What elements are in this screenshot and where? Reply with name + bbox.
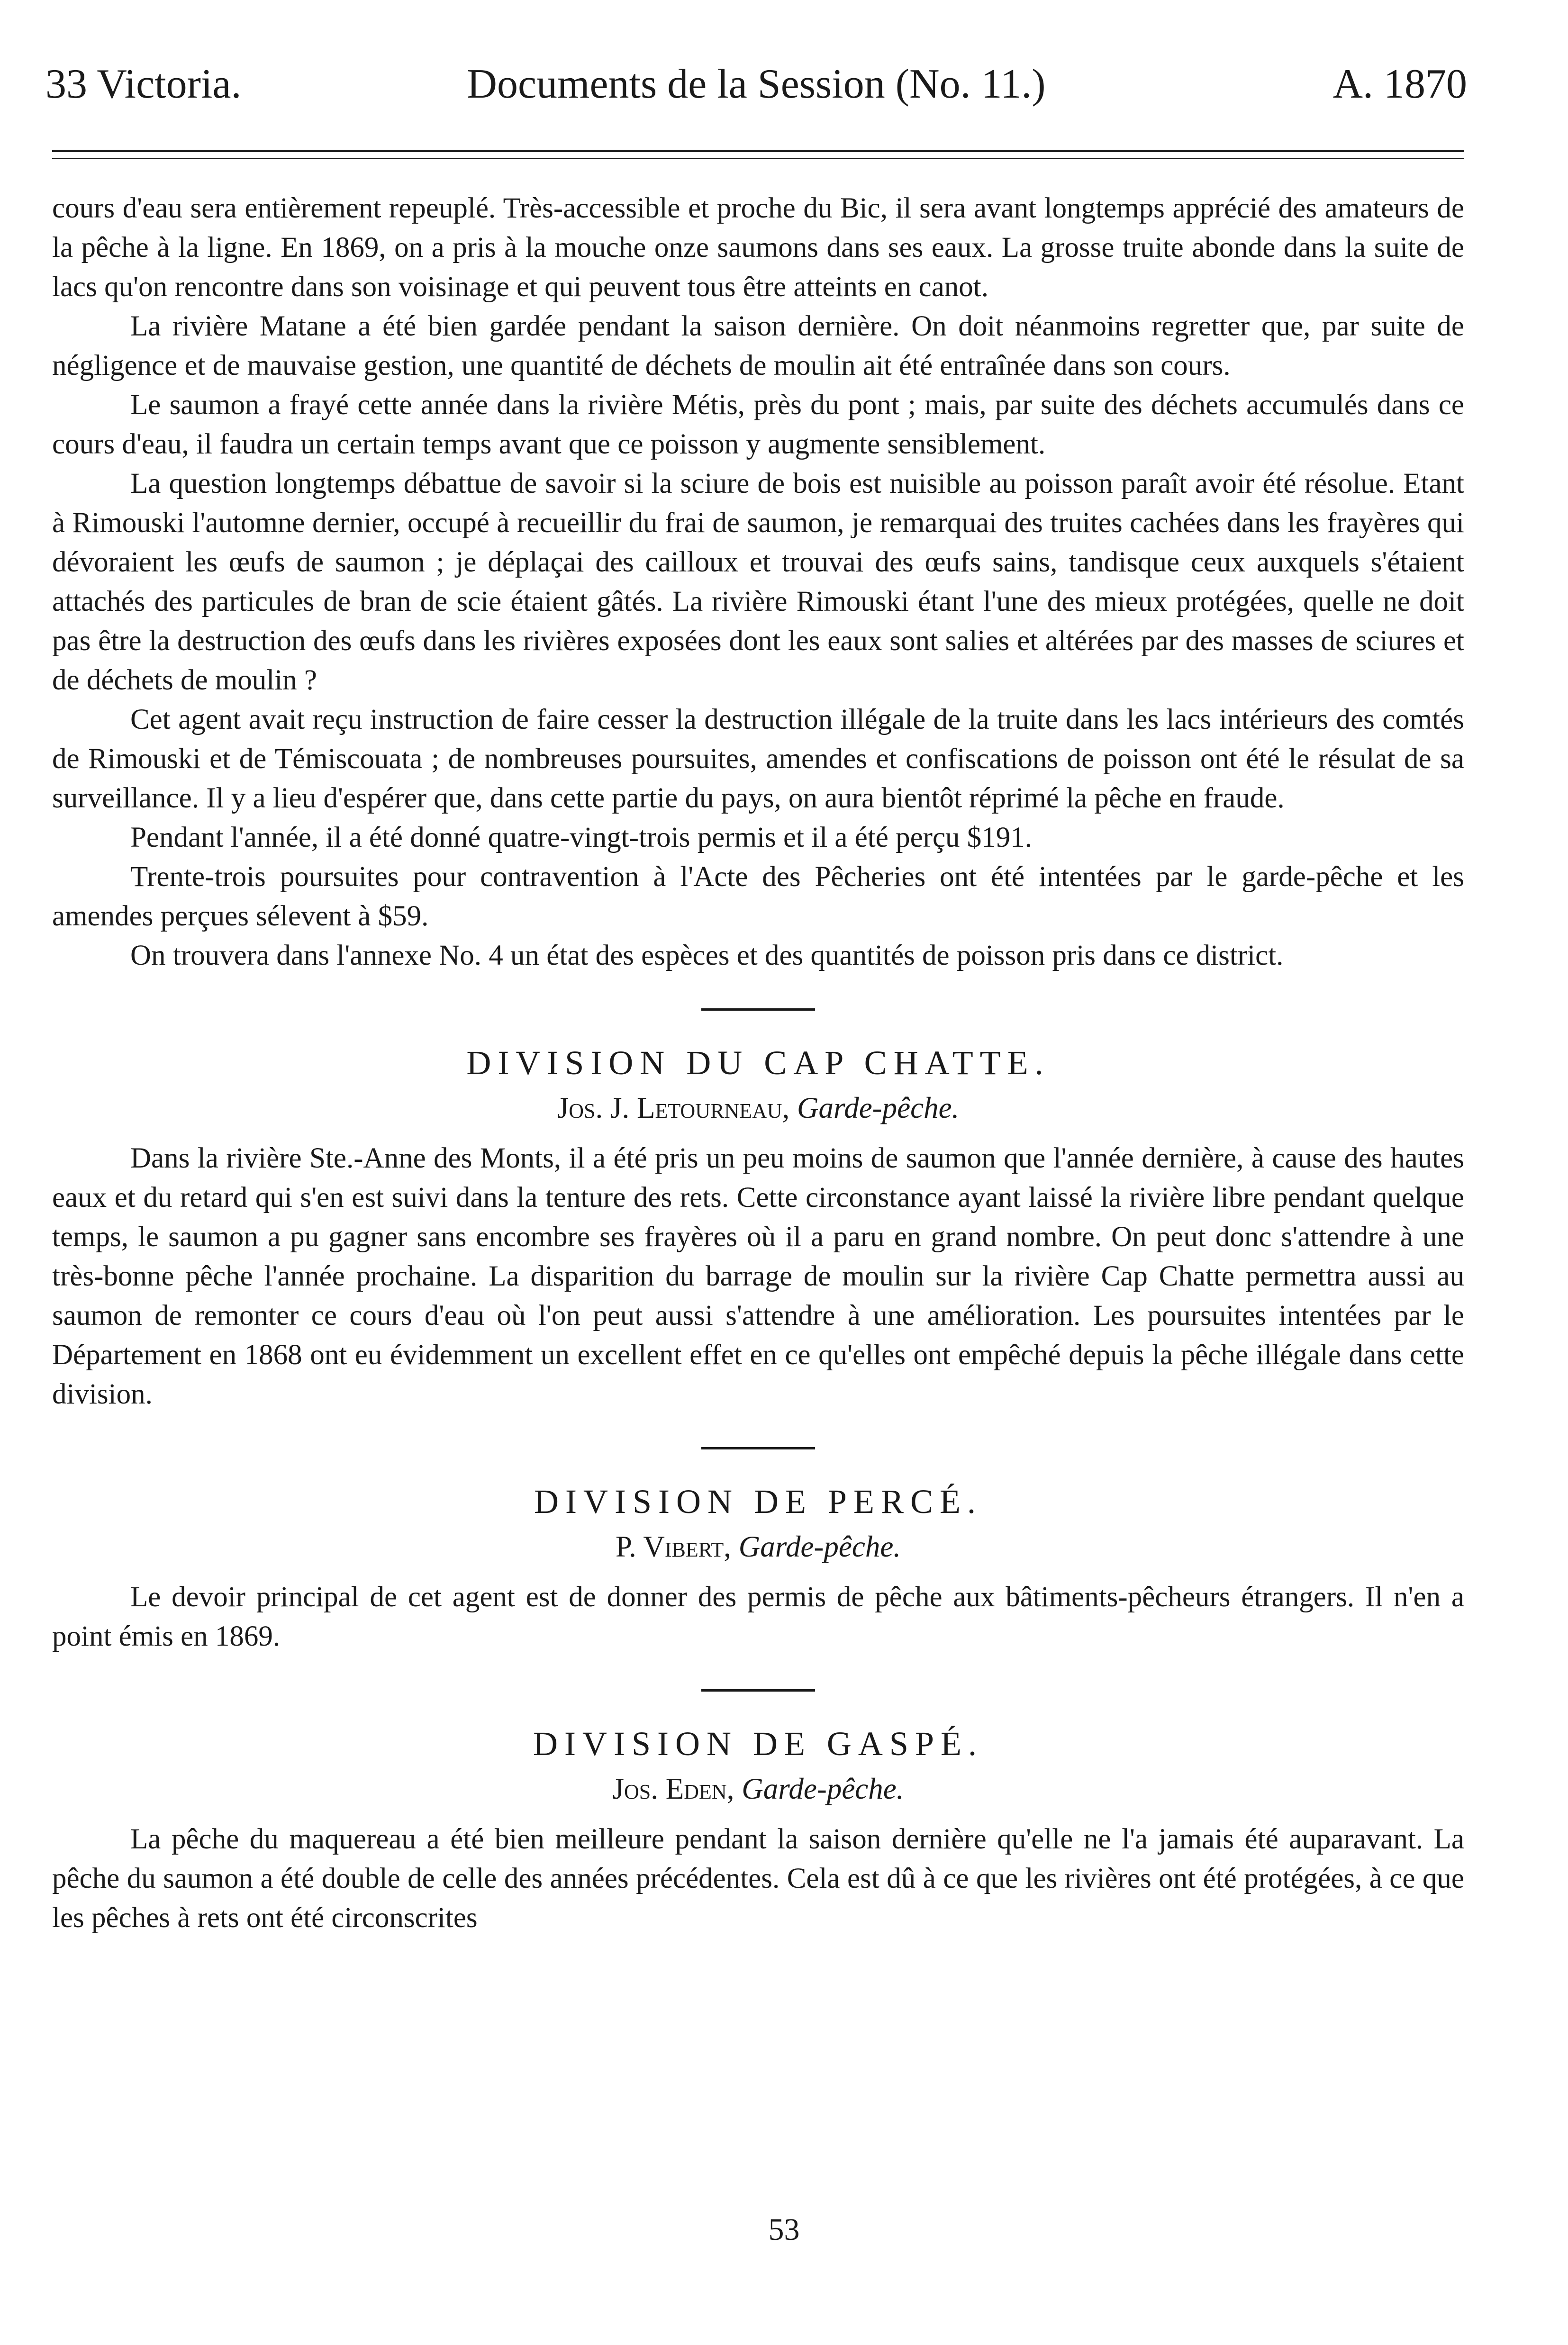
paragraph: Cet agent avait reçu instruction de faire cesser la destruction illégale de la truite dans les lacs intérieurs des comtés de Rimouski et de Témiscouata ; de nombreuses poursuites, amendes et confiscations de poisson ont été le résulat de sa surveillance. Il y a lieu d'espérer que, dans cette partie du pays, on aura bientôt réprimé la pêche en fraude.	[52, 704, 1464, 814]
header-rule-thick	[52, 150, 1464, 152]
paragraph: Le devoir principal de cet agent est de donner des permis de pêche aux bâtiments-pêcheurs étrangers. Il n'en a point émis en 1869.	[52, 1581, 1464, 1652]
header-documents: Documents de la Session (No. 11.)	[467, 61, 1046, 107]
header-victoria: 33 Victoria.	[45, 61, 242, 107]
officer-line	[52, 1086, 1464, 1129]
paragraph: La question longtemps débattue de savoir si la sciure de bois est nuisible au poisson paraît avoir été résolue. Etant à Rimouski l'automne dernier, occupé à recueillir du frai de saumon, je remarquai des truites cachées dans les frayères qui dévoraient les œufs de saumon ; je déplaçai des cailloux et trouvai des œufs sains, tandisque ceux auxquels s'étaient attachés des particules de bran de scie étaient gâtés. La rivière Rimouski étant l'une des mieux protégées, quelle ne doit pas être la destruction des œufs dans les rivières exposées dont les eaux sont salies et altérées par des masses de sciures et de déchets de moulin ?	[52, 468, 1464, 696]
officer-name: Jos. J. Letourneau,	[557, 1091, 790, 1124]
header-year: A. 1870	[1332, 61, 1467, 107]
paragraph: On trouvera dans l'annexe No. 4 un état des espèces et des quantités de poisson pris dans ce district.	[130, 940, 1284, 971]
paragraph: Dans la rivière Ste.-Anne des Monts, il a été pris un peu moins de saumon que l'année dernière, à cause des hautes eaux et du retard qui s'en est suivi dans la tenture des rets. Cette circonstance ayant laissé la rivière libre pendant quelque temps, le saumon a pu gagner sans encombre ses frayères où il a paru en grand nombre. On peut donc s'attendre à une très-bonne pêche l'année prochaine. La disparition du barrage de moulin sur la rivière Cap Chatte permettra aussi au saumon de remonter ce cours d'eau où l'on peut aussi s'attendre à une amélioration. Les poursuites intentées par le Département en 1868 ont eu évidemment un excellent effet en ce qu'elles ont empêché depuis la pêche illégale dans cette division.	[52, 1142, 1464, 1410]
officer-line	[52, 1525, 1464, 1568]
paragraph: La rivière Matane a été bien gardée pendant la saison dernière. On doit néanmoins regretter que, par suite de négligence et de mauvaise gestion, une quantité de déchets de moulin ait été entraînée dans son cours.	[52, 310, 1464, 381]
paragraph: La pêche du maquereau a été bien meilleure pendant la saison dernière qu'elle ne l'a jamais été auparavant. La pêche du saumon a été double de celle des années précédentes. Cela est dû à ce que les rivières ont été protégées, à ce que les pêches à rets ont été circonscrites	[52, 1823, 1464, 1934]
section-title: DIVISION DE PERCÉ.	[534, 1483, 982, 1521]
section-title: DIVISION DE GASPÉ.	[533, 1725, 983, 1763]
officer-title: Garde-pêche.	[742, 1772, 904, 1805]
page-number: 53	[768, 2212, 800, 2247]
section-title: DIVISION DU CAP CHATTE.	[466, 1044, 1050, 1082]
officer-name: Jos. Eden,	[612, 1772, 734, 1805]
officer-name: P. Vibert,	[615, 1530, 732, 1563]
paragraph: Trente-trois poursuites pour contravention à l'Acte des Pêcheries ont été intentées par le garde-pêche et les amendes perçues sélevent à $59.	[52, 861, 1464, 932]
paragraph: Le saumon a frayé cette année dans la rivière Métis, près du pont ; mais, par suite des déchets accumulés dans ce cours d'eau, il faudra un certain temps avant que ce poisson y augmente sensiblement.	[52, 389, 1464, 460]
paragraph: cours d'eau sera entièrement repeuplé. Très-accessible et proche du Bic, il sera avant longtemps apprécié des amateurs de la pêche à la ligne. En 1869, on a pris à la mouche onze saumons dans ses eaux. La grosse truite abonde dans la suite de lacs qu'on rencontre dans son voisinage et qui peuvent tous être atteints en canot.	[52, 192, 1464, 303]
running-header	[45, 56, 1467, 113]
officer-title: Garde-pêche.	[738, 1530, 901, 1563]
officer-title: Garde-pêche.	[797, 1091, 960, 1124]
officer-line	[52, 1767, 1464, 1810]
page-body	[52, 189, 1464, 1938]
header-rule-thin	[52, 158, 1464, 159]
paragraph: Pendant l'année, il a été donné quatre-vingt-trois permis et il a été perçu $191.	[130, 822, 1033, 853]
